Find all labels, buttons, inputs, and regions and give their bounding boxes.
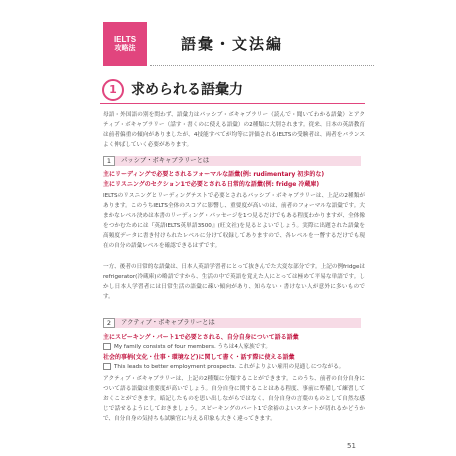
- chapter-title: 語彙・文法編: [181, 35, 284, 53]
- page-number: 51: [347, 442, 356, 450]
- subsection-1-paragraph-2: [103, 262, 365, 302]
- subsection-1-header: [103, 156, 361, 166]
- subsection-2-title: アクティブ・ボキャブラリーとは: [121, 319, 215, 326]
- subsection-2-point-2: 社会的事柄(文化・仕事・環境など)に関して書く・話す際に使える語彙: [103, 354, 295, 361]
- subsection-2-header: [103, 318, 361, 328]
- section-title: 求められる語彙力: [131, 82, 243, 98]
- subsection-1-title: パッシブ・ボキャブラリーとは: [121, 157, 210, 164]
- chapter-tab: [103, 22, 147, 66]
- subsection-1-para-1-text: IELTSのリスニングとリーディングテストで必要とされるパッシブ・ボキャブラリーは、上記の2種類があります。このうちIELTS全体のスコアに影響し、重要度が高いのは、前者のフォーマルな語彙です。大まかなレベル決めは本書のリーディング・パッセージを1つ見るだけでもある程度わかりますが、全体像をつかむためには『英語IELTS英単語3500』(旺文社)を見るとよいでしょう。実際に出題された語彙を高頻度データに書き付けられたレベルに分けて収録してありますので、各レベルを一瞥するだけでも現在の自分の語彙レベルを確認できるはずです。: [103, 193, 365, 250]
- section-divider: [100, 103, 365, 104]
- example-marker-icon: [103, 363, 111, 370]
- subsection-1-para-2-text: 一方、後者の日常的な語彙は、日本人英語学習者にとって抜きんでた大変な部分です。上記の例fridgeはrefrigerator(冷蔵庫)の略語ですから、生活の中で英語を覚えた人にとっては極めて平易な単語です。しかし日本人学習者には日常生活の語彙に疎い傾向があり、知らない・書けない人が意外に多いものです。: [103, 264, 365, 301]
- title-divider: [150, 65, 374, 66]
- intro-text: 母語・外国語の別を問わず、語彙力はパッシブ・ボキャブラリー（読んで・聞いてわかる語彙）とアクティブ・ボキャブラリー（話す・書くのに使える語彙）の2種類に大別されます。従来、日本の英語教育は前者偏重の傾向がありましたが、4技能すべてが均等に評価されるIELTSの受験者は、両者をバランスよく伸ばしていく必要があります。: [103, 112, 365, 149]
- subsection-2-example-1: [103, 343, 271, 352]
- subsection-2-number: 2: [103, 318, 115, 328]
- example-marker-icon: [103, 343, 111, 350]
- subsection-2-para-1-text: アクティブ・ボキャブラリーは、上記の2種類に分類することができます。このうち、前者の自分自身について語る語彙は重要度が高いでしょう。自分自身に関することはある程度、事前に準備して練習しておくことができます。暗記したものを思い出しながらではなく、自分自身の言葉のものとして自然な感じで話せるようにしておきましょう。スピーキングのパート1で余裕のよいスタートが切れるかどうかで、自分自身の気持ちも試験官に与える印象も大きく違ってきます。: [103, 376, 365, 423]
- example-1-text: My family consists of four members. うちは4人家族です。: [114, 344, 272, 350]
- intro-paragraph: [103, 110, 365, 150]
- tab-line-2: 攻略法: [114, 44, 136, 52]
- subsection-2-point-1: 主にスピーキング・パート1で必要とされる、自分自身について語る語彙: [103, 334, 299, 341]
- example-2-text: This leads to better employment prospects. これがよりよい雇用の見通しにつながる。: [114, 364, 345, 370]
- subsection-1-paragraph-1: [103, 191, 365, 252]
- subsection-1-point-2: 主にリスニングのセクション1で必要とされる日常的な語彙(例: fridge 冷蔵庫): [103, 181, 320, 188]
- subsection-2-paragraph-1: [103, 374, 365, 424]
- subsection-1-number: 1: [103, 156, 115, 166]
- tab-line-1: IELTS: [113, 35, 137, 44]
- section-number-badge: 1: [102, 79, 124, 101]
- subsection-1-point-1: 主にリーディングで必要とされるフォーマルな語彙(例: rudimentary 初歩的な): [103, 171, 325, 178]
- subsection-2-example-2: [103, 363, 344, 372]
